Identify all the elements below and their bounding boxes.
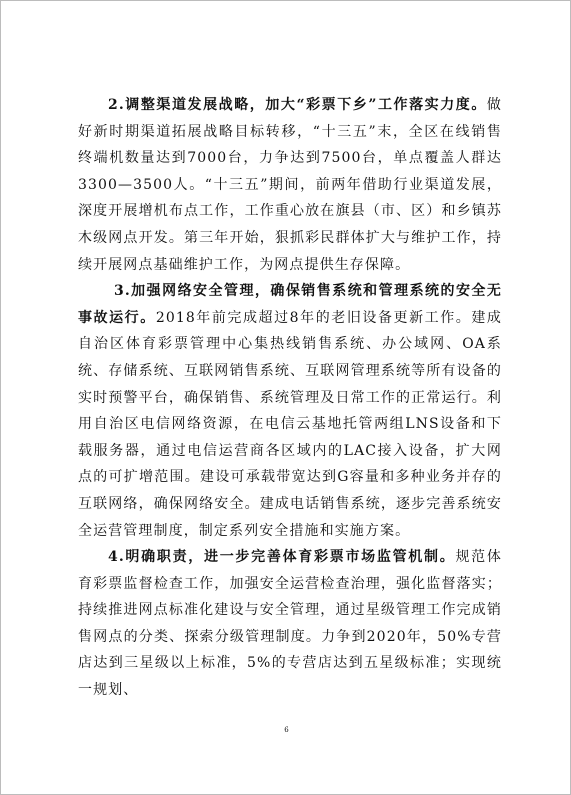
document-body: [78, 92, 502, 704]
paragraph-heading: 4.明确职责，进一步完善体育彩票市场监管机制。: [108, 549, 456, 566]
paragraph-heading: 3.加强网络安全管理，确保销售系统和管理系统的安全无事故运行。: [78, 283, 502, 326]
paragraph-heading: 2.调整渠道发展战略，加大“彩票下乡”工作落实力度。: [108, 97, 487, 113]
paragraph-market-supervision: [78, 544, 502, 704]
page-number: 6: [284, 726, 289, 734]
paragraph-network-security: [78, 278, 502, 544]
paragraph-text: 2018年前完成超过8年的老旧设备更新工作。建成自治区体育彩票管理中心集热线销售系统、办公域网、OA系统、存储系统、互联网销售系统、互联网管理系统等所有设备的实时预警平台，确保销售、系统管理及日常工作的正常运行。利用自治区电信网络资源，在电信云基地托管两组LNS设备和下载服务器，通过电信运营商各区域内的LAC接入设备，扩大网点的可扩增范围。建设可承载带宽达到G容量和多种业务并存的互联网络，确保网络安全。建成电话销售系统，逐步完善系统安全运营管理制度，制定系列安全措施和实施方案。: [78, 309, 502, 539]
paragraph-text: 做好新时期渠道拓展战略目标转移，“十三五”末，全区在线销售终端机数量达到7000台，力争达到7500台，单点覆盖人群达3300—3500人。“十三五”期间，前两年借助行业渠道发展，深度开展增机布点工作，工作重心放在旗县（市、区）和乡镇苏木级网点开发。第三年开始，狠抓彩民群体扩大与维护工作，持续开展网点基础维护工作，为网点提供生存保障。: [78, 97, 502, 273]
paragraph-text: 规范体育彩票监督检查工作，加强安全运营检查治理，强化监督落实；持续推进网点标准化建设与安全管理，通过星级管理工作完成销售网点的分类、探索分级管理制度。力争到2020年，50%专营店达到三星级以上标准，5%的专营店达到五星级标准；实现统一规划、: [78, 549, 502, 699]
paragraph-channel-strategy: [78, 92, 502, 278]
